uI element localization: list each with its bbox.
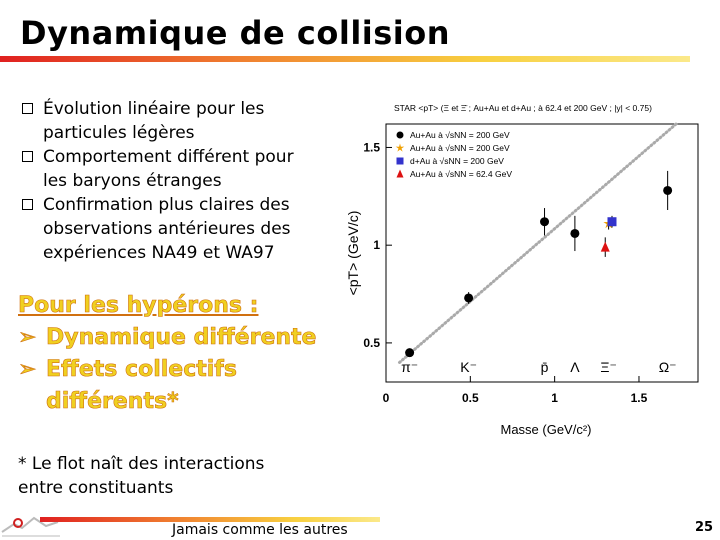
footnote [18,452,264,500]
checkbox-bullet-icon [22,199,33,210]
bullet-line: particules légères [43,123,195,143]
y-axis-label: <pT> (GeV/c) [345,210,361,296]
hyperon-item-text: Dynamique différente [46,325,317,350]
bullet-line: Confirmation plus claires des [43,195,290,215]
bullet-line: observations antérieures des [43,219,291,239]
data-point [464,293,473,302]
x-axis-label: Masse (GeV/c²) [500,422,592,437]
particle-label: Ξ⁻ [600,359,617,375]
footer-text: Jamais comme les autres [172,522,348,538]
footnote-line: entre constituants [18,478,174,498]
legend-label: Au+Au à √sNN = 200 GeV [410,143,510,153]
particle-label: π⁻ [401,359,419,375]
bullet-line: Évolution linéaire pour les [43,99,265,119]
hyperon-item [18,354,316,386]
hyperon-item [18,322,316,354]
particle-label: p̄ [540,359,549,375]
hyperon-item-text: Effets collectifs [46,357,237,382]
data-point [601,242,610,252]
bullet-item [20,97,340,145]
data-point [607,217,616,226]
data-point [570,229,579,238]
data-point [405,348,414,357]
x-tick-label: 0.5 [461,391,479,405]
arrow-bullet-icon: ➢ [18,357,37,382]
slide-title: Dynamique de collision [20,14,451,52]
legend-label: Au+Au à √sNN = 200 GeV [410,130,510,140]
bullet-line: expériences NA49 et WA97 [43,243,275,263]
page-number: 25 [695,520,714,535]
legend-marker [397,170,404,178]
hyperon-item-continuation: différents* [46,389,179,414]
data-point [663,186,672,195]
x-tick-label: 1.5 [630,391,648,405]
x-tick-label: 0 [382,391,390,405]
legend-label: d+Au à √sNN = 200 GeV [410,156,504,166]
hyperon-heading: Pour les hypérons : [18,293,259,318]
particle-label: Ω⁻ [658,359,677,375]
footnote-line: * Le flot naît des interactions [18,454,265,474]
checkbox-bullet-icon [22,103,33,114]
bullet-line: les baryons étranges [43,171,222,191]
bullet-text [43,97,340,145]
y-tick-label: 1 [373,238,380,253]
title-underline-bar [0,56,690,62]
x-tick-label: 1 [551,391,558,405]
logo-icon [0,510,64,540]
checkbox-bullet-icon [22,151,33,162]
particle-label: K⁻ [460,359,478,375]
legend-label: Au+Au à √sNN = 62.4 GeV [410,169,512,179]
bullet-text [43,193,340,265]
bullet-text [43,145,340,193]
bullet-list [20,97,340,265]
particle-label: Λ [570,359,580,375]
mean-pt-chart [336,96,708,441]
legend-marker [397,158,404,165]
bullet-item [20,145,340,193]
arrow-bullet-icon: ➢ [18,325,37,350]
hyperon-section [18,290,316,418]
chart-title: STAR <pT> (Ξ et Ξ̄ ; Au+Au et d+Au ; à 62.4 et 200 GeV ; |y| < 0.75) [394,103,652,113]
legend-marker [396,144,405,152]
y-tick-label: 0.5 [363,335,380,350]
y-tick-label: 1.5 [363,140,380,155]
legend-marker [397,132,404,139]
bullet-item [20,193,340,265]
data-point [540,217,549,226]
bullet-line: Comportement différent pour [43,147,294,167]
